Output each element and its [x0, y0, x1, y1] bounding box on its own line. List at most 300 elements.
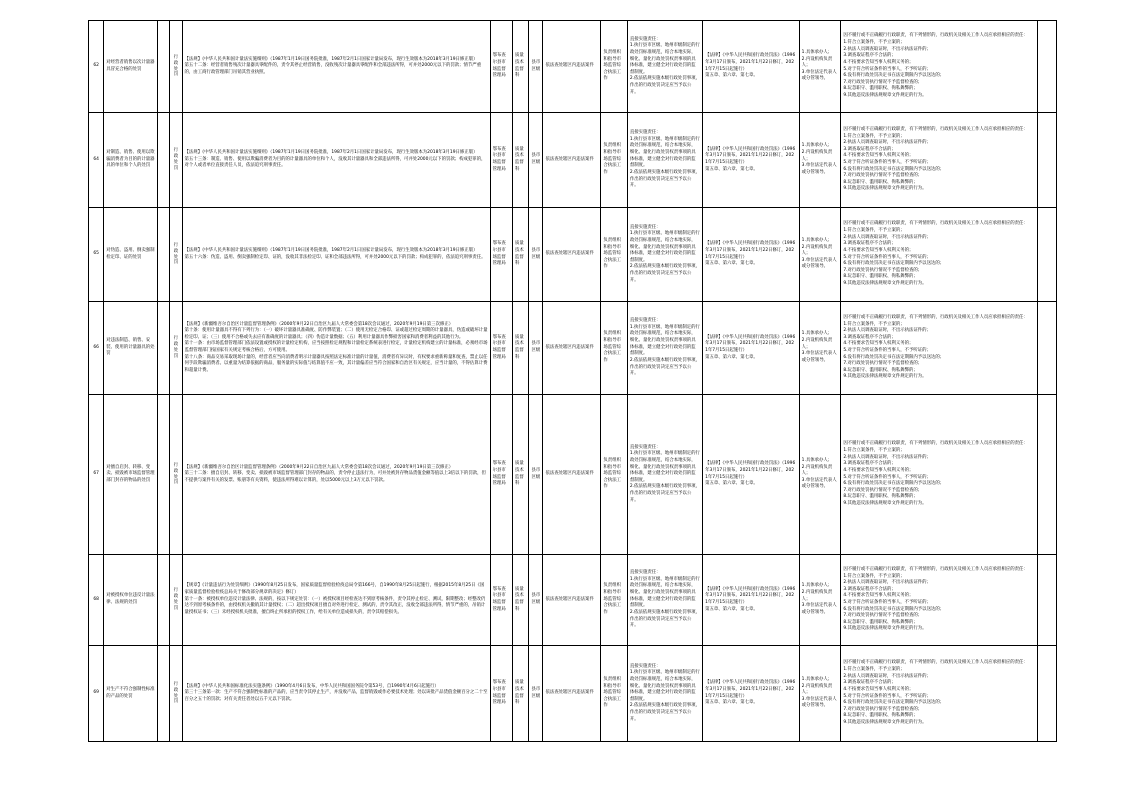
accountability-line: 6.没有将行政处罚决定书在法定期限内予以送达的；	[843, 606, 945, 612]
exercise-level	[529, 21, 543, 113]
sub-item-cell	[158, 555, 170, 646]
item-name-text: 对生产不符合强制性标准的产品的处罚	[106, 686, 155, 699]
responsibility-line: 2.依法依规实施本级行政处罚事项，作出的行政处罚决定应当予以公开。	[629, 703, 700, 722]
exercise-method-text: 依法查处辖区内违法案件	[545, 471, 594, 477]
row-number-text: 66	[93, 344, 99, 350]
accountability-line: 因不履行或不正确履行行政职责，有下列情形的，行政机关及相关工作人员应承担相应的责任：	[843, 441, 1028, 447]
accountability-line: 2.执法人员调查取证时，不出示执法证件的；	[843, 328, 931, 334]
power-type-text: 行政处罚	[173, 242, 179, 266]
responsibility-line: 1.执行县市区级、地州市级制定的行政处罚标准规范，结合本地实际，细化、量化行政处罚权责事项的具体标准，建立健全对行政处罚的监督制度。	[629, 231, 700, 263]
exercise-level-text: 县市区级	[531, 341, 541, 353]
responsibility-line: 2.依法依规实施本级行政处罚事项，作出的行政处罚决定应当予以公开。	[629, 264, 700, 283]
item-name	[104, 302, 158, 395]
internal-department	[512, 646, 528, 742]
accountability-line: 3.调查取证程序不合法的；	[843, 334, 896, 340]
responsible-person-line: 3.单位法定代表人或分管领导。	[801, 351, 837, 363]
responsibility-items	[627, 21, 702, 113]
accountability-line: 1.符合立案条件，不予立案的；	[843, 40, 905, 46]
accountability-line: 3.调查取证程序不合法的；	[843, 146, 896, 152]
responsibility-subject-text: 负责组织和指导市场监管综合执法工作	[603, 143, 621, 175]
internal-department	[512, 208, 528, 302]
accountability-line: 4.不按要求告知当事人权利义务的；	[843, 686, 914, 692]
accountability-line: 5.对于符合听证条件的当事人，不予听证的；	[843, 600, 931, 605]
item-name	[104, 646, 158, 742]
internal-department-text: 质量技术监督科	[514, 461, 524, 487]
responsible-person-line: 2.内设机构负责人；	[801, 244, 833, 257]
responsible-person-line: 3.单位法定代表人或分管领导。	[801, 696, 837, 709]
accountability-line: 7.对行政处罚执行情况不予监督检查的；	[843, 173, 923, 179]
accountability-line: 2.执法人员调查取证时，不出示执法证件的；	[843, 454, 931, 460]
responsibility-subject-text: 负责组织和指导市场监管综合执法工作	[603, 49, 621, 82]
legal-basis-paragraph: 第三十三条第一款：生产不符合强制性标准的产品的，应当责令其停止生产，并没收产品，监督销毁或作必要技术处理；处以该批产品货值金额百分之二十至百分之五十的罚款；对有关责任者处以五千元以下罚款。	[184, 690, 488, 702]
row-number-text: 67	[93, 471, 99, 477]
accountability-line: 3.调查取证程序不合法的；	[843, 586, 896, 592]
power-type-text: 行政处罚	[173, 588, 179, 611]
exercise-method-text: 依法查处辖区内违法案件	[545, 596, 594, 602]
responsibility-basis	[703, 113, 800, 208]
table-row	[89, 646, 1057, 742]
item-name-text: 对伪造、盗用、倒卖强制检定印、证的处罚	[106, 247, 155, 260]
item-name	[104, 555, 158, 646]
responsibility-line: 2.依法依规实施本级行政处罚事项，作出的行政处罚决定应当予以公开。	[629, 484, 700, 503]
exercise-level	[529, 646, 543, 742]
exercise-method	[543, 208, 601, 302]
item-name	[104, 113, 158, 208]
accountability-line: 5.对于符合听证条件的当事人，不予听证的；	[843, 474, 931, 480]
accountability-line: 9.其他违反法律法规规章文件规定的行为。	[843, 280, 927, 286]
sub-item-cell	[158, 302, 170, 395]
accountability-line: 因不履行或不正确履行行政职责，有下列情形的，行政机关及相关工作人员应承担相应的责任：	[843, 566, 1028, 572]
accountability-line: 8.玩忽职守、滥用职权、徇私舞弊的；	[843, 179, 918, 185]
legal-basis	[182, 21, 490, 113]
accountability-line: 9.其他违反法律法规规章文件规定的行为。	[843, 92, 927, 98]
accountability-line: 3.调查取证程序不合法的；	[843, 461, 896, 467]
exercise-level-text: 县市区级	[531, 153, 541, 165]
responsibility-items	[627, 208, 702, 302]
responsibility-subject	[601, 395, 627, 555]
accountability-line: 4.不按要求告知当事人权利义务的；	[843, 59, 914, 65]
responsible-persons	[799, 302, 841, 395]
row-number	[89, 646, 104, 742]
internal-department	[512, 302, 528, 395]
table-row	[89, 21, 1057, 113]
accountability-cases	[841, 395, 1037, 555]
responsible-person-line: 1.具体承办人；	[801, 457, 833, 463]
accountability-line: 9.其他违反法律法规规章文件规定的行为。	[843, 374, 927, 380]
exercise-level-text: 县市区级	[531, 467, 541, 480]
power-type-text: 行政处罚	[173, 336, 179, 359]
responsibility-line: 1.执行县市区级、地州市级制定的行政处罚标准规范，结合本地实际，细化、量化行政处罚权责事项的具体标准，建立健全对行政处罚的监督制度。	[629, 576, 700, 609]
responsibility-basis-line: 第五章、第六章、第七章。	[705, 700, 758, 706]
responsibility-subject	[601, 302, 627, 395]
responsibility-subject-text: 负责组织和指导市场监管综合执法工作	[603, 676, 621, 709]
item-name-text: 对违法制造、销售、安装、使用的计量器具的处罚	[106, 338, 155, 357]
responsible-person-line: 2.内设机构负责人；	[801, 683, 833, 696]
accountability-line: 3.调查取证程序不合法的；	[843, 53, 896, 59]
responsibility-line: 直接实施责任：	[629, 570, 661, 576]
accountability-line: 2.执法人员调查取证时，不出示执法证件的；	[843, 580, 931, 586]
table-row	[89, 302, 1057, 395]
responsible-person-line: 3.单位法定代表人或分管领导。	[801, 163, 837, 175]
responsibility-line: 直接实施责任：	[629, 36, 661, 42]
power-type	[170, 208, 182, 302]
responsibility-line: 直接实施责任：	[629, 224, 661, 230]
item-name-text: 对制造、销售、使用以欺骗消费者为目的的计量器具的单位和个人的处罚	[106, 150, 155, 169]
responsibility-line: 1.执行县市区级、地州市级制定的行政处罚标准规范，结合本地实际，细化、量化行政处罚权责事项的具体标准，建立健全对行政处罚的监督制度。	[629, 324, 700, 357]
responsibility-basis-line: 【法律】《中华人民共和国行政处罚法》（1996年3月17日颁布，2021年1月22日修订，2021年7月15日起施行）	[705, 53, 796, 72]
responsibility-line: 直接实施责任：	[629, 663, 661, 669]
accountability-line: 9.其他违反法律法规规章文件规定的行为。	[843, 500, 927, 506]
exercise-method-text: 依法查处辖区内违法案件	[545, 63, 594, 69]
internal-department	[512, 113, 528, 208]
accountability-line: 7.对行政处罚执行情况不予监督检查的；	[843, 487, 923, 493]
accountability-line: 7.对行政处罚执行情况不予监督检查的；	[843, 79, 923, 85]
remarks-cell	[1037, 646, 1056, 742]
row-number	[89, 113, 104, 208]
legal-basis-paragraph: 第十一条：由市场监督管理部门依法设置或授权的计量检定机构，应当按照检定规程和计量检定系统表进行检定，计量检定机构建立的计量标准，必须经市场监督管理部门按国家有关规定考核合格后，方可使用。	[184, 341, 488, 353]
remarks-cell	[1037, 113, 1056, 208]
responsibility-basis	[703, 395, 800, 555]
accountability-line: 因不履行或不正确履行行政职责，有下列情形的，行政机关及相关工作人员应承担相应的责任：	[843, 33, 1028, 39]
responsibility-line: 1.执行县市区级、地州市级制定的行政处罚标准规范，结合本地实际，细化、量化行政处罚权责事项的具体标准，建立健全对行政处罚的监督制度。	[629, 43, 700, 75]
remarks-cell	[1037, 395, 1056, 555]
power-type	[170, 395, 182, 555]
responsible-person-line: 3.单位法定代表人或分管领导。	[801, 69, 837, 82]
responsibility-basis-line: 第五章、第六章、第七章。	[705, 481, 758, 487]
exercise-method-text: 依法查处辖区内违法案件	[545, 690, 594, 696]
legal-basis-paragraph: 【法规】《中华人民共和国计量法实施细则》（1987年1月19日国务院批准，1987年2月1日国家计量局发布，现行生效版本为2018年3月19日修正版）	[184, 56, 478, 62]
accountability-line: 8.玩忽职守、滥用职权、徇私舞弊的；	[843, 274, 918, 280]
responsibility-basis-line: 第五章、第六章、第七章。	[705, 73, 758, 79]
power-type	[170, 21, 182, 113]
exercise-level-text: 县市区级	[531, 59, 541, 72]
responsibility-basis-line: 第五章、第六章、第七章。	[705, 166, 758, 172]
implementing-agency	[490, 208, 512, 302]
responsibility-line: 2.依法依规实施本级行政处罚事项，作出的行政处罚决定应当予以公开。	[629, 357, 700, 377]
item-name	[104, 21, 158, 113]
responsible-person-line: 1.具体承办人；	[801, 49, 833, 55]
powers-table	[88, 20, 1057, 742]
table-row	[89, 113, 1057, 208]
accountability-line: 2.执法人员调查取证时，不出示执法证件的；	[843, 673, 931, 679]
responsible-persons	[799, 21, 841, 113]
accountability-line: 1.符合立案条件，不予立案的；	[843, 573, 905, 579]
internal-department-text: 质量技术监督科	[514, 241, 524, 267]
accountability-line: 9.其他违反法律法规规章文件规定的行为。	[843, 186, 927, 192]
responsible-person-line: 1.具体承办人；	[801, 331, 833, 337]
internal-department	[512, 21, 528, 113]
implementing-agency	[490, 646, 512, 742]
row-number	[89, 21, 104, 113]
sub-item-cell	[158, 113, 170, 208]
responsibility-basis	[703, 21, 800, 113]
responsibility-line: 2.依法依规实施本级行政处罚事项，作出的行政处罚决定应当予以公开。	[629, 169, 700, 189]
responsibility-subject-text: 负责组织和指导市场监管综合执法工作	[603, 583, 621, 615]
exercise-method	[543, 646, 601, 742]
internal-department-text: 质量技术监督科	[514, 146, 524, 172]
accountability-line: 7.对行政处罚执行情况不予监督检查的；	[843, 267, 923, 273]
responsibility-items	[627, 113, 702, 208]
legal-basis-paragraph: 【法规】《中华人民共和国计量法实施细则》（1987年1月19日国务院批准，1987年2月1日国家计量局发布，现行生效版本为2018年3月19日修正版）	[184, 247, 478, 253]
accountability-line: 5.对于符合听证条件的当事人，不予听证的；	[843, 693, 931, 699]
accountability-line: 9.其他违反法律法规规章文件规定的行为。	[843, 719, 927, 725]
power-type-text: 行政处罚	[173, 681, 179, 705]
responsibility-line: 1.执行县市区级、地州市级制定的行政处罚标准规范，结合本地实际，细化、量化行政处罚权责事项的具体标准，建立健全对行政处罚的监督制度。	[629, 136, 700, 169]
power-type-text: 行政处罚	[173, 462, 179, 486]
row-number	[89, 302, 104, 395]
exercise-level	[529, 555, 543, 646]
implementing-agency	[490, 21, 512, 113]
exercise-level	[529, 302, 543, 395]
responsible-person-line: 3.单位法定代表人或分管领导。	[801, 477, 837, 490]
exercise-level-text: 县市区级	[531, 593, 541, 605]
exercise-level-text: 县市区级	[531, 247, 541, 260]
sub-item-cell	[158, 208, 170, 302]
remarks-cell	[1037, 302, 1056, 395]
responsible-persons	[799, 395, 841, 555]
exercise-method-text: 依法查处辖区内违法案件	[545, 156, 594, 162]
responsible-person-line: 2.内设机构负责人；	[801, 150, 833, 162]
accountability-line: 8.玩忽职守、滥用职权、徇私舞弊的；	[843, 86, 918, 92]
exercise-method	[543, 302, 601, 395]
power-type	[170, 113, 182, 208]
accountability-line: 3.调查取证程序不合法的；	[843, 680, 896, 686]
accountability-line: 5.对于符合听证条件的当事人，不予听证的；	[843, 160, 931, 165]
exercise-level	[529, 395, 543, 555]
accountability-line: 4.不按要求告知当事人权利义务的；	[843, 593, 914, 599]
legal-basis	[182, 302, 490, 395]
accountability-line: 2.执法人员调查取证时，不出示执法证件的；	[843, 140, 931, 146]
accountability-line: 因不履行或不正确履行行政职责，有下列情形的，行政机关及相关工作人员应承担相应的责任：	[843, 314, 1028, 320]
legal-basis	[182, 113, 490, 208]
responsibility-subject	[601, 113, 627, 208]
accountability-line: 1.符合立案条件，不予立案的；	[843, 321, 905, 327]
exercise-method-text: 依法查处辖区内违法案件	[545, 344, 594, 350]
legal-basis	[182, 646, 490, 742]
item-name-text: 对经营者销售以次计量器具冒充合格的处罚	[106, 59, 155, 72]
responsible-person-line: 2.内设机构负责人；	[801, 590, 833, 602]
implementing-agency-text: 鄂布查尔县市场监督管理局	[492, 53, 506, 79]
responsible-persons	[799, 208, 841, 302]
internal-department-text: 质量技术监督科	[514, 334, 524, 360]
accountability-line: 6.没有将行政处罚决定书在法定期限内予以送达的；	[843, 73, 945, 79]
legal-basis-paragraph: 【法规】《中华人民共和国计量法实施细则》（1987年1月19日国务院批准，1987年2月1日国家计量局发布，现行生效版本为2018年3月19日修正版）	[184, 150, 478, 156]
accountability-line: 5.对于符合听证条件的当事人，不予听证的；	[843, 254, 931, 260]
implementing-agency-text: 鄂布查尔县市场监督管理局	[492, 586, 506, 612]
accountability-cases	[841, 302, 1037, 395]
responsibility-line: 直接实施责任：	[629, 130, 661, 136]
exercise-level-text: 县市区级	[531, 686, 541, 699]
row-number	[89, 395, 104, 555]
responsibility-subject	[601, 208, 627, 302]
row-number-text: 69	[93, 690, 99, 696]
responsibility-basis-line: 【法律】《中华人民共和国行政处罚法》（1996年3月17日颁布，2021年1月22日修订，2021年7月15日起施行）	[705, 461, 796, 480]
legal-basis	[182, 395, 490, 555]
responsibility-basis	[703, 555, 800, 646]
legal-basis-paragraph: 第十条：使用计量器具不得有下列行为：（一）破坏计量器具准确度、防作弊装置；（二）使用无检定合格印、证或超过检定周期的计量器具，伪造或破坏计量检定印、证；（三）使用不合格或失去应有准确度的计量器具；（四）伪造计量数据；（五）利用计量器具作弊损害国家和消费者利益的其他行为。	[184, 328, 488, 340]
accountability-line: 因不履行或不正确履行行政职责，有下列情形的，行政机关及相关工作人员应承担相应的责任：	[843, 221, 1028, 227]
responsibility-items	[627, 395, 702, 555]
sub-item-cell	[158, 395, 170, 555]
implementing-agency-text: 鄂布查尔县市场监督管理局	[492, 241, 506, 267]
row-number-text: 64	[93, 156, 99, 162]
responsibility-items	[627, 646, 702, 742]
legal-basis-paragraph: 【法规】《新疆维吾尔自治区计量监督管理条例》（2000年9月22日自治区九届人大常委会第18次会议通过，2020年9月19日第三次修正）	[184, 464, 454, 470]
responsibility-line: 1.执行县市区级、地州市级制定的行政处罚标准规范，结合本地实际，细化、量化行政处罚权责事项的具体标准，建立健全对行政处罚的监督制度。	[629, 670, 700, 702]
accountability-line: 因不履行或不正确履行行政职责，有下列情形的，行政机关及相关工作人员应承担相应的责任：	[843, 660, 1028, 666]
accountability-line: 6.没有将行政处罚决定书在法定期限内予以送达的；	[843, 354, 945, 360]
row-number-text: 68	[93, 596, 99, 602]
accountability-cases	[841, 208, 1037, 302]
responsibility-basis	[703, 646, 800, 742]
implementing-agency	[490, 555, 512, 646]
implementing-agency-text: 鄂布查尔县市场监督管理局	[492, 461, 506, 487]
accountability-line: 2.执法人员调查取证时，不出示执法证件的；	[843, 46, 931, 52]
row-number	[89, 208, 104, 302]
accountability-cases	[841, 646, 1037, 742]
responsible-person-line: 2.内设机构负责人；	[801, 56, 833, 69]
responsibility-subject-text: 负责组织和指导市场监管综合执法工作	[603, 457, 621, 490]
responsibility-basis-line: 【法律】《中华人民共和国行政处罚法》（1996年3月17日颁布，2021年1月22日修订，2021年7月15日起施行）	[705, 146, 796, 165]
responsibility-basis-line: 第五章、第六章、第七章。	[705, 606, 758, 612]
legal-basis-paragraph: 第十一条：被授权单位违反计量法律、法规的，按以下规定处罚：（一）被授权项目经检查达不到原考核条件，责令其停止检定、测试，限期整改；经整改仍达不到原考核条件的，由授权机关撤销其计量授权；（二）超出授权项目擅自对外进行检定、测试的，责令其改正，没收全部违法所得，情节严重的，吊销计量授权证书；（三）未经授权机关批准，擅自终止所承担的授权工作，给有关单位造成损失的，责令其赔偿损失。	[184, 596, 486, 615]
accountability-line: 4.不按要求告知当事人权利义务的；	[843, 153, 914, 159]
responsible-persons	[799, 113, 841, 208]
responsible-person-line: 2.内设机构负责人；	[801, 464, 833, 477]
legal-basis-paragraph: 第五十二条：经营者销售残次计量器具零配件的，责令其停止经营销售，没收残次计量器具零配件和全部违法所得，可并处2000元以下的罚款；情节严重的，由工商行政管理部门吊销其营业执照。	[184, 63, 482, 75]
exercise-method	[543, 395, 601, 555]
power-type	[170, 646, 182, 742]
accountability-line: 7.对行政处罚执行情况不予监督检查的；	[843, 613, 923, 619]
accountability-line: 8.玩忽职守、滥用职权、徇私舞弊的；	[843, 619, 918, 625]
legal-basis-paragraph: 第十八条：商品交易采取现场计量的，经营者应当向消费者明示计量器具按照法定标准计量的计量值，消费者有异议时，有权要求重新称量和复查，禁止以任何手段欺骗消费者。以重量为结算依据的商品，服务量的实际值与结算值不应一致，其计量偏差应当符合国家和自治区有关规定，应当计量的，不得估算计费和超量计费。	[184, 354, 488, 373]
power-type-text: 行政处罚	[173, 54, 179, 78]
accountability-cases	[841, 113, 1037, 208]
power-type-text: 行政处罚	[173, 148, 179, 171]
sub-item-cell	[158, 646, 170, 742]
exercise-level	[529, 208, 543, 302]
responsibility-subject	[601, 555, 627, 646]
row-number	[89, 555, 104, 646]
table-row	[89, 395, 1057, 555]
accountability-line: 9.其他违反法律法规规章文件规定的行为。	[843, 626, 927, 632]
accountability-line: 6.没有将行政处罚决定书在法定期限内予以送达的；	[843, 700, 945, 706]
responsibility-line: 直接实施责任：	[629, 318, 661, 324]
responsible-persons	[799, 555, 841, 646]
responsibility-basis	[703, 208, 800, 302]
legal-basis	[182, 555, 490, 646]
remarks-cell	[1037, 21, 1056, 113]
table-row	[89, 208, 1057, 302]
accountability-line: 4.不按要求告知当事人权利义务的；	[843, 341, 914, 347]
implementing-agency-text: 鄂布查尔县市场监督管理局	[492, 680, 506, 706]
power-type	[170, 555, 182, 646]
item-name	[104, 395, 158, 555]
responsible-person-line: 2.内设机构负责人；	[801, 338, 833, 350]
accountability-line: 7.对行政处罚执行情况不予监督检查的；	[843, 706, 923, 712]
accountability-line: 6.没有将行政处罚决定书在法定期限内予以送达的；	[843, 166, 945, 172]
accountability-line: 1.符合立案条件，不予立案的；	[843, 448, 905, 454]
responsibility-items	[627, 302, 702, 395]
accountability-line: 1.符合立案条件，不予立案的；	[843, 228, 905, 234]
accountability-line: 因不履行或不正确履行行政职责，有下列情形的，行政机关及相关工作人员应承担相应的责任：	[843, 126, 1028, 132]
item-name	[104, 208, 158, 302]
responsibility-line: 2.依法依规实施本级行政处罚事项，作出的行政处罚决定应当予以公开。	[629, 76, 700, 95]
responsibility-items	[627, 555, 702, 646]
accountability-line: 6.没有将行政处罚决定书在法定期限内予以送达的；	[843, 481, 945, 487]
legal-basis-paragraph: 【法规】《新疆维吾尔自治区计量监督管理条例》（2000年9月22日自治区九届人大常委会第18次会议通过，2020年9月19日第三次修正）	[184, 321, 454, 327]
accountability-line: 5.对于符合听证条件的当事人，不予听证的；	[843, 348, 931, 353]
internal-department	[512, 555, 528, 646]
exercise-method-text: 依法查处辖区内违法案件	[545, 251, 594, 257]
power-type	[170, 302, 182, 395]
row-number-text: 65	[93, 251, 99, 257]
responsibility-basis-line: 【法律】《中华人民共和国行政处罚法》（1996年3月17日颁布，2021年1月22日修订，2021年7月15日起施行）	[705, 241, 796, 260]
responsibility-subject-text: 负责组织和指导市场监管综合执法工作	[603, 237, 621, 270]
accountability-line: 2.执法人员调查取证时，不出示执法证件的；	[843, 234, 931, 240]
sub-item-cell	[158, 21, 170, 113]
exercise-level	[529, 113, 543, 208]
responsibility-basis-line: 【法律】《中华人民共和国行政处罚法》（1996年3月17日颁布，2021年1月22日修订，2021年7月15日起施行）	[705, 334, 796, 353]
internal-department-text: 质量技术监督科	[514, 586, 524, 612]
exercise-method	[543, 21, 601, 113]
internal-department	[512, 395, 528, 555]
responsible-person-line: 1.具体承办人；	[801, 583, 833, 589]
row-number-text: 62	[93, 63, 99, 69]
responsible-persons	[799, 646, 841, 742]
responsibility-basis-line: 第五章、第六章、第七章。	[705, 261, 758, 267]
responsible-person-line: 1.具体承办人；	[801, 676, 833, 682]
accountability-line: 4.不按要求告知当事人权利义务的；	[843, 247, 914, 253]
exercise-method	[543, 555, 601, 646]
implementing-agency-text: 鄂布查尔县市场监督管理局	[492, 334, 506, 360]
responsibility-line: 1.执行县市区级、地州市级制定的行政处罚标准规范，结合本地实际，细化、量化行政处罚权责事项的具体标准，建立健全对行政处罚的监督制度。	[629, 451, 700, 483]
accountability-line: 8.玩忽职守、滥用职权、徇私舞弊的；	[843, 367, 918, 373]
accountability-cases	[841, 555, 1037, 646]
legal-basis-paragraph: 第三十二条：擅自启封、转移、变卖、损毁被市场监督管理部门封存的物品的，责令停止违法行为，可并处被封存物品货值金额等值以上3倍以下的罚款，但不提供与案件有关的发票、账册等有关资料，使违法所得难以计算的，处以5000元以上3万元以下罚款。	[184, 471, 486, 483]
accountability-cases	[841, 21, 1037, 113]
responsible-person-line: 3.单位法定代表人或分管领导。	[801, 257, 837, 270]
accountability-line: 8.玩忽职守、滥用职权、徇私舞弊的；	[843, 494, 918, 500]
accountability-line: 1.符合立案条件，不予立案的；	[843, 133, 905, 139]
accountability-line: 8.玩忽职守、滥用职权、徇私舞弊的；	[843, 713, 918, 719]
item-name-text: 对擅自启封、转移、变卖、损毁被市场监督管理部门封存的物品的处罚	[106, 464, 155, 483]
legal-basis	[182, 208, 490, 302]
remarks-cell	[1037, 555, 1056, 646]
legal-basis-paragraph: 第五十三条：制造、销售、使用以欺骗消费者为目的的计量器具的单位和个人，没收其计量器具和全部违法所得，可并处2000元以下的罚款；构成犯罪的，对个人或者单位直接责任人员，依法追究刑事责任。	[184, 156, 486, 169]
responsibility-basis	[703, 302, 800, 395]
legal-basis-paragraph: 【法规】《中华人民共和国标准化法实施条例》（1990年4月6日发布，中华人民共和国国务院令第53号，自1990年4月6日起施行）	[184, 683, 439, 689]
responsible-person-line: 3.单位法定代表人或分管领导。	[801, 603, 837, 615]
accountability-line: 1.符合立案条件，不予立案的；	[843, 667, 905, 673]
responsible-person-line: 1.具体承办人；	[801, 237, 833, 243]
table-row	[89, 555, 1057, 646]
accountability-line: 6.没有将行政处罚决定书在法定期限内予以送达的；	[843, 261, 945, 267]
responsibility-basis-line: 【法律】《中华人民共和国行政处罚法》（1996年3月17日颁布，2021年1月22日修订，2021年7月15日起施行）	[705, 680, 796, 699]
accountability-line: 7.对行政处罚执行情况不予监督检查的；	[843, 361, 923, 367]
responsibility-subject	[601, 646, 627, 742]
implementing-agency	[490, 113, 512, 208]
responsibility-line: 直接实施责任：	[629, 444, 661, 450]
responsible-person-line: 1.具体承办人；	[801, 143, 833, 149]
exercise-method	[543, 113, 601, 208]
implementing-agency-text: 鄂布查尔县市场监督管理局	[492, 146, 506, 172]
responsibility-basis-line: 【法律】《中华人民共和国行政处罚法》（1996年3月17日颁布，2021年1月22日修订，2021年7月15日起施行）	[705, 586, 796, 605]
responsibility-basis-line: 第五章、第六章、第七章。	[705, 354, 758, 360]
legal-basis-paragraph: 第五十六条：伪造、盗用、倒卖强制检定印、证的，没收其非法检定印、证和全部违法所得，可并处2000元以下的罚款；构成犯罪的，依法追究刑事责任。	[184, 254, 486, 260]
implementing-agency	[490, 302, 512, 395]
accountability-line: 4.不按要求告知当事人权利义务的；	[843, 467, 914, 473]
